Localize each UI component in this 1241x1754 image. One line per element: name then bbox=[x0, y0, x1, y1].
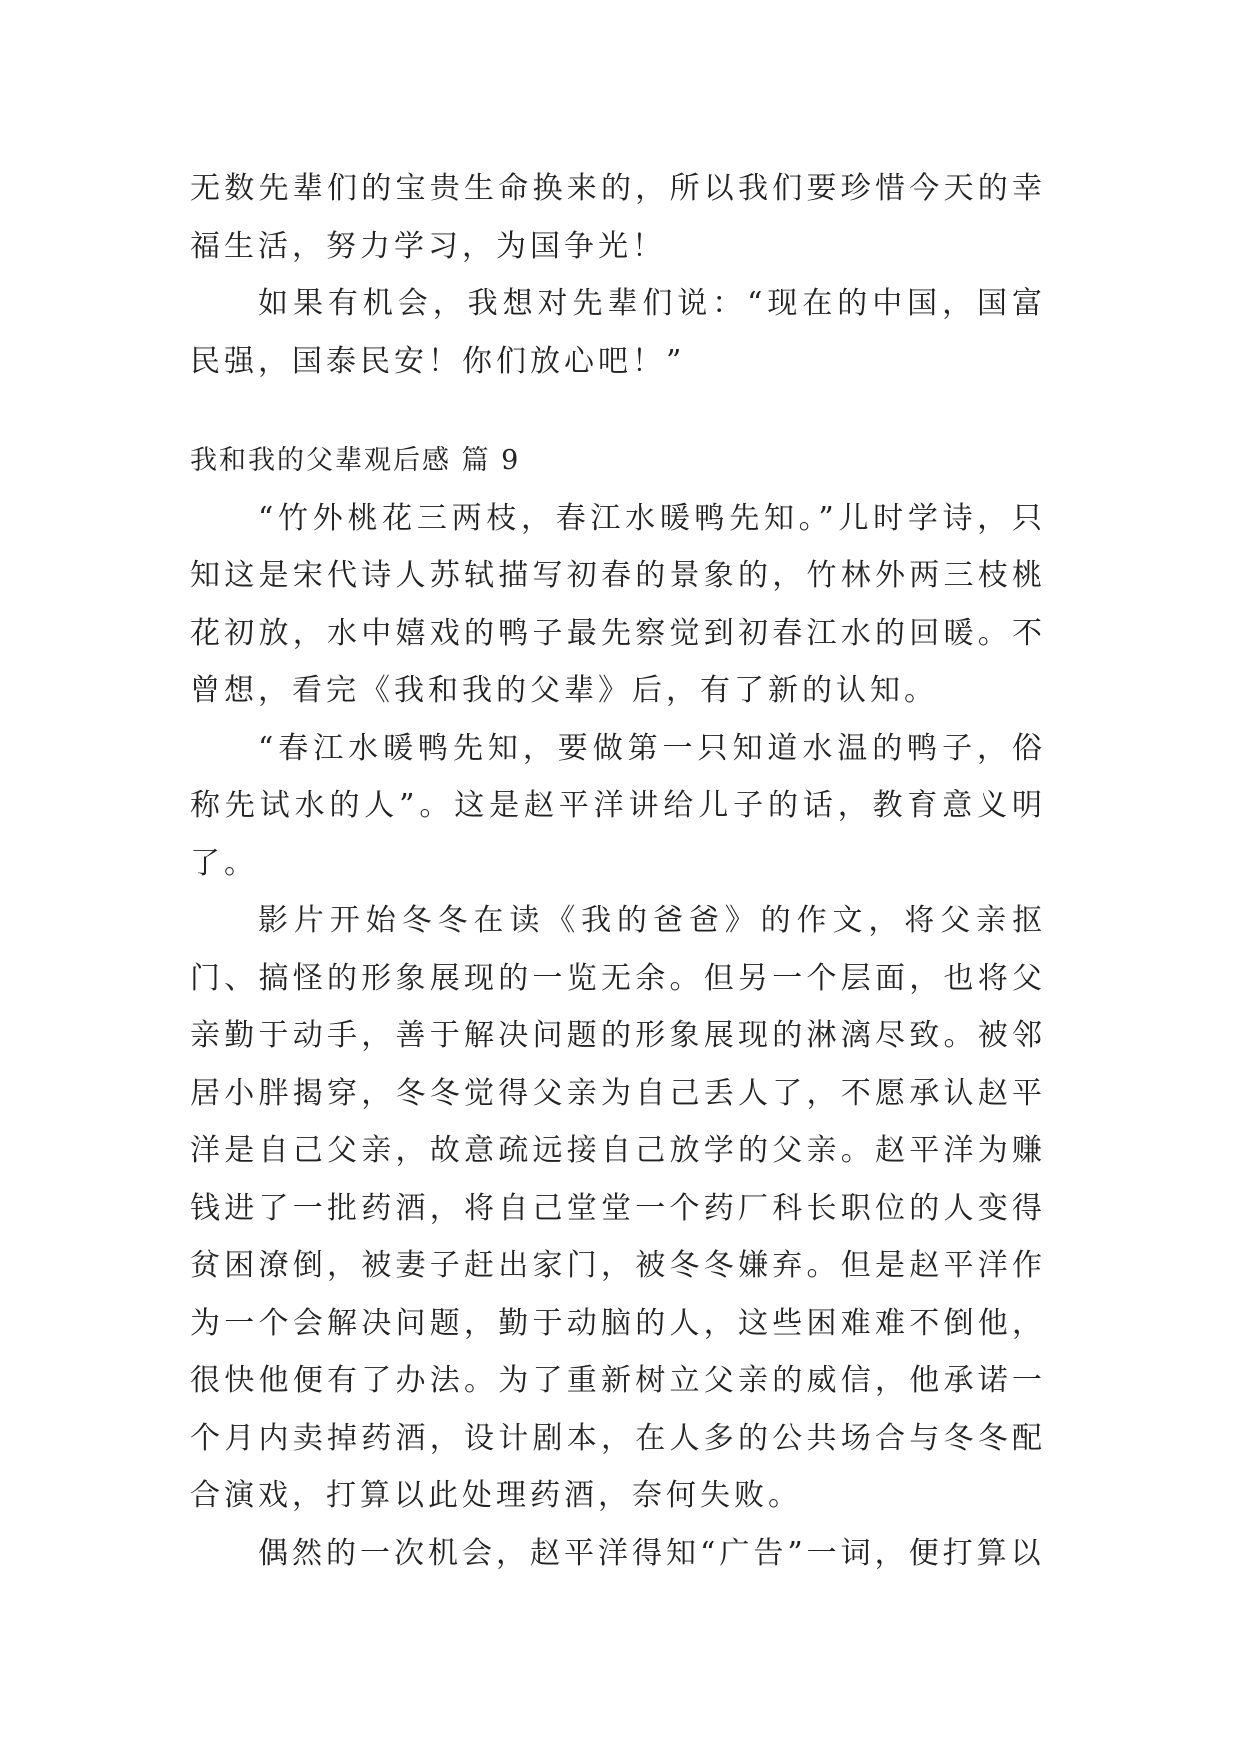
paragraph-poem-intro: “竹外桃花三两枝，春江水暖鸭先知。”儿时学诗，只知这是宋代诗人苏轼描写初春的景象的，竹林外两三枝桃花初放，水中嬉戏的鸭子最先察觉到初春江水的回暖。不曾想，看完《我和我的父辈》后，有了新的认知。 bbox=[190, 500, 1046, 708]
paragraph-message-to-ancestors: 如果有机会，我想对先辈们说：“现在的中国，国富民强，国泰民安！你们放心吧！” bbox=[190, 286, 1046, 379]
document-body bbox=[190, 160, 1046, 1582]
section-heading: 我和我的父辈观后感 篇 9 bbox=[190, 445, 521, 476]
paragraph-first-duck: “春江水暖鸭先知，要做第一只知道水温的鸭子，俗称先试水的人”。这是赵平洋讲给儿子的话，教育意义明了。 bbox=[190, 730, 1046, 881]
paragraph-continuation: 无数先辈们的宝贵生命换来的，所以我们要珍惜今天的幸福生活，努力学习，为国争光！ bbox=[190, 171, 1046, 264]
paragraph-film-summary: 影片开始冬冬在读《我的爸爸》的作文，将父亲抠门、搞怪的形象展现的一览无余。但另一个层面，也将父亲勤于动手，善于解决问题的形象展现的淋漓尽致。被邻居小胖揭穿，冬冬觉得父亲为自己丢人了，不愿承认赵平洋是自己父亲，故意疏远接自己放学的父亲。赵平洋为赚钱进了一批药酒，将自己堂堂一个药厂科长职位的人变得贫困潦倒，被妻子赶出家门，被冬冬嫌弃。但是赵平洋作为一个会解决问题，勤于动脑的人，这些困难难不倒他，很快他便有了办法。为了重新树立父亲的威信，他承诺一个月内卖掉药酒，设计剧本，在人多的公共场合与冬冬配合演戏，打算以此处理药酒，奈何失败。 bbox=[190, 903, 1046, 1513]
paragraph-advertisement: 偶然的一次机会，赵平洋得知“广告”一词，便打算以 bbox=[258, 1535, 1045, 1571]
